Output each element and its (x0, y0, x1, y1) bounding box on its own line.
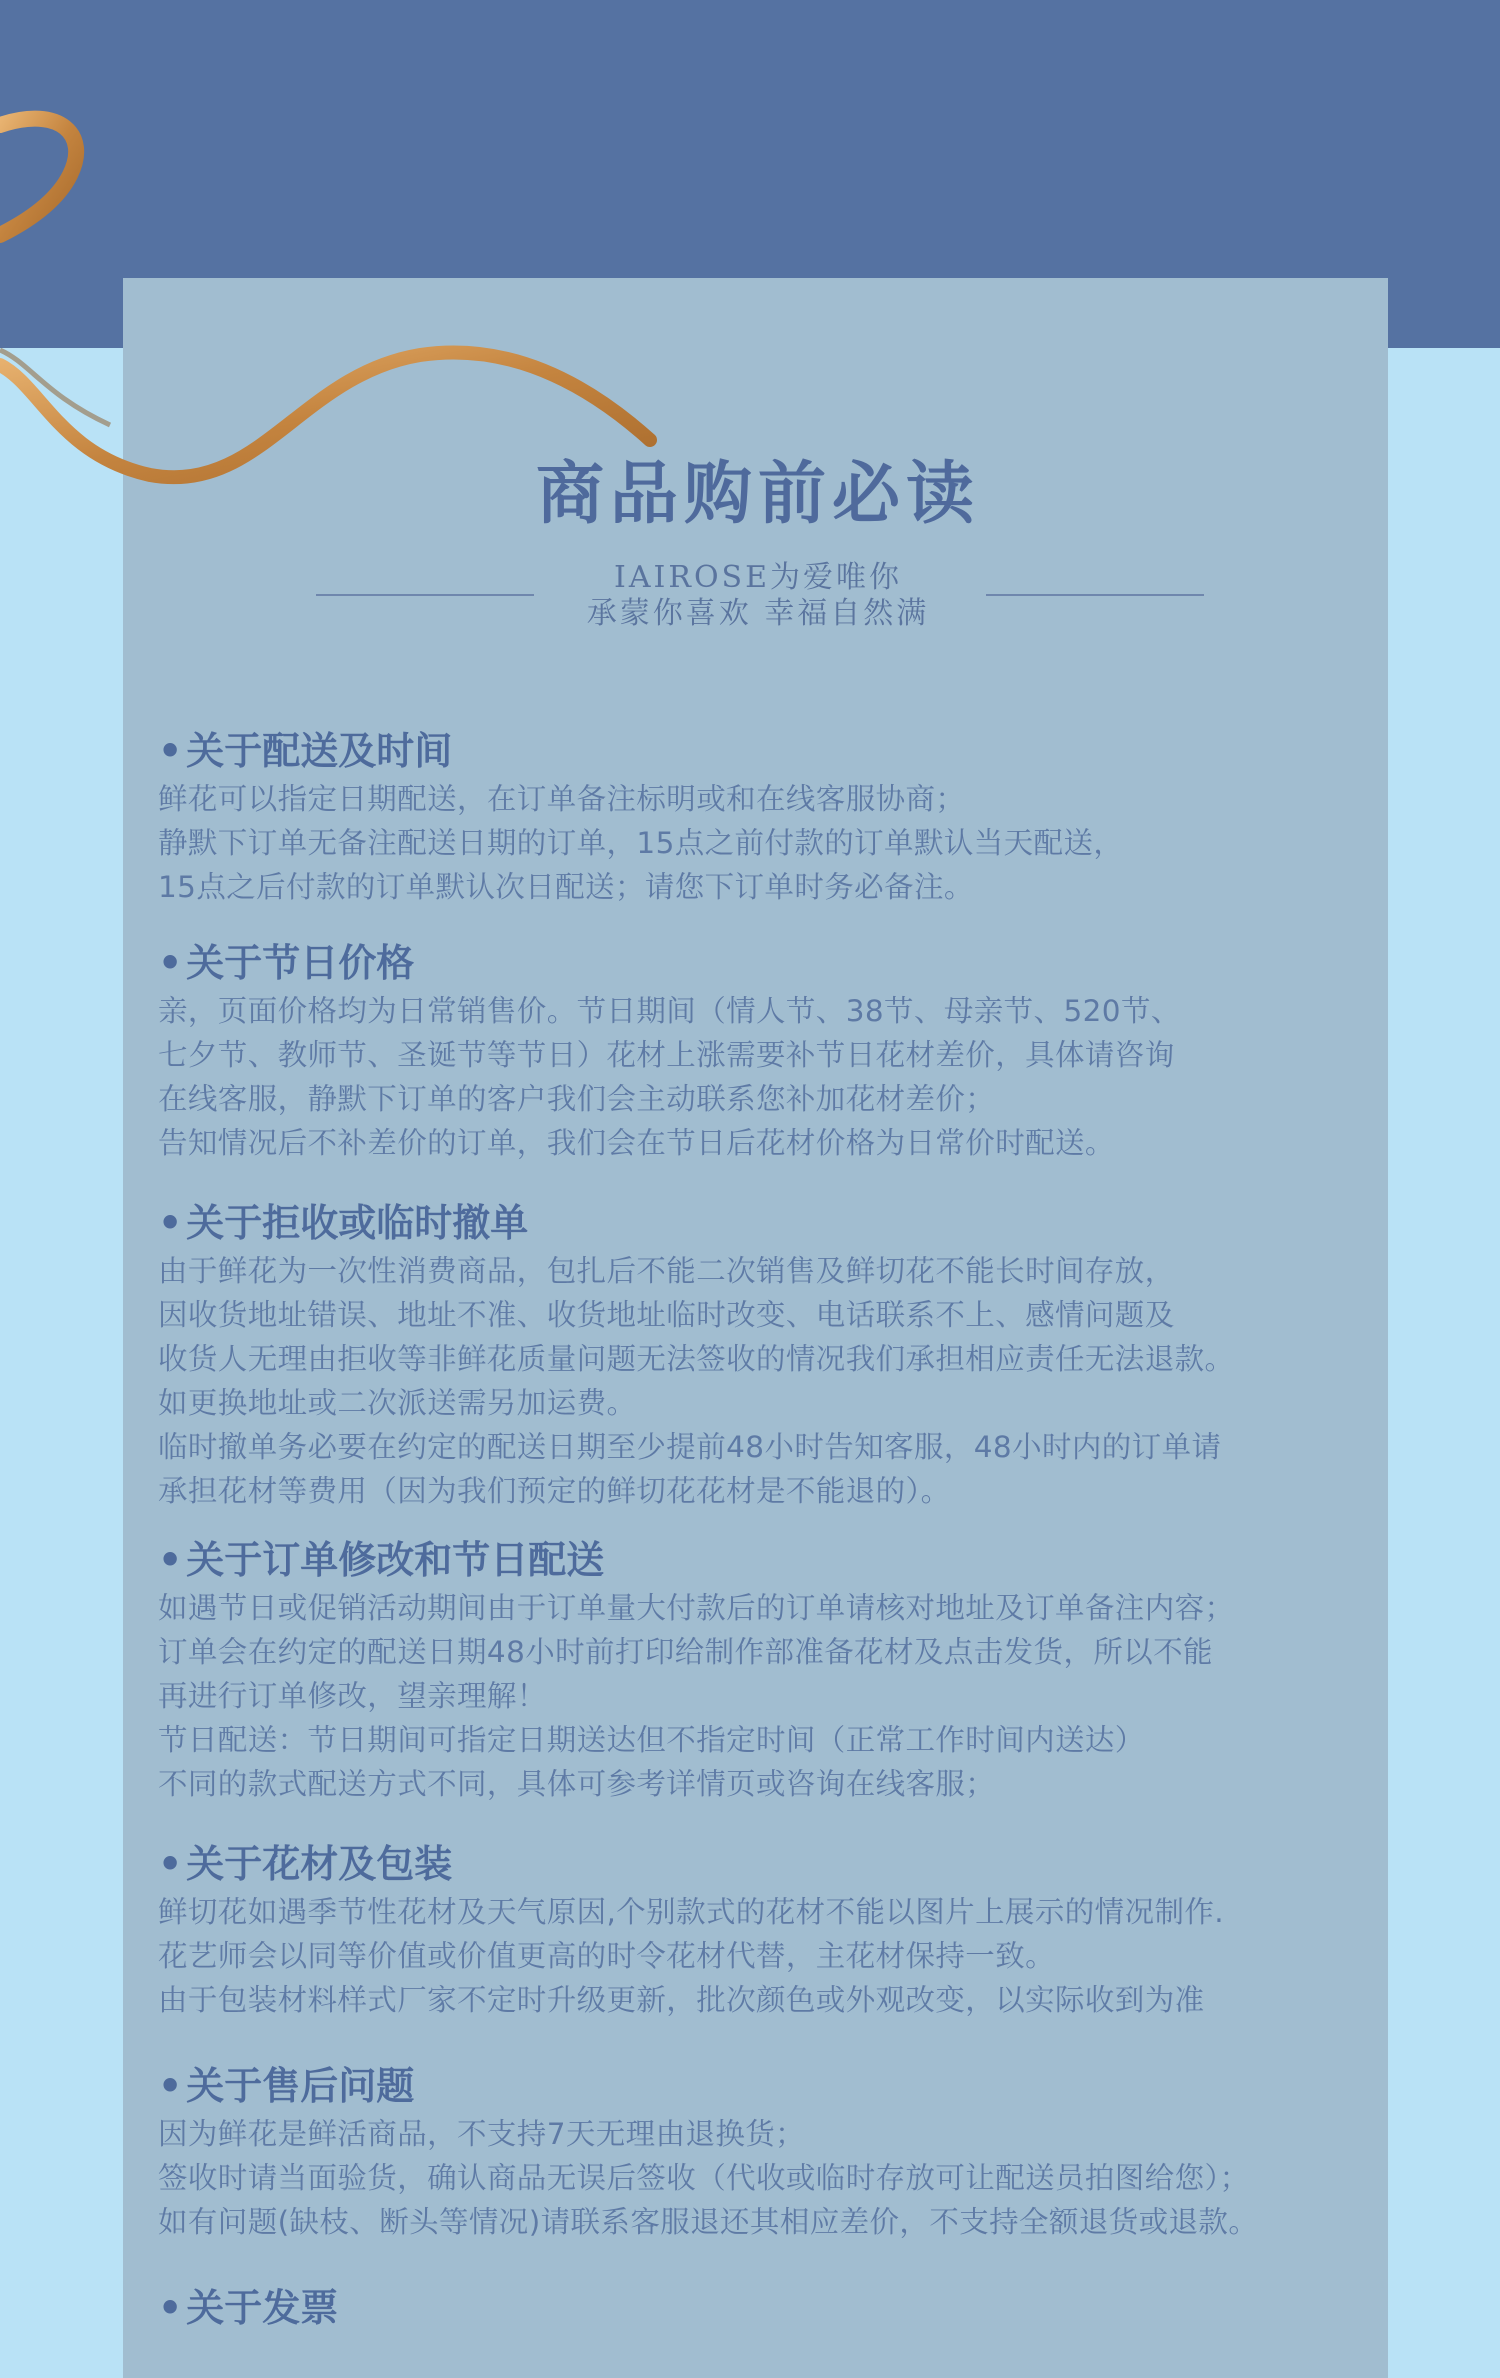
notice-section (158, 2282, 1388, 2334)
notice-section (158, 2060, 1388, 2244)
notice-section (158, 725, 1388, 909)
section-text-line: 收货人无理由拒收等非鲜花质量问题无法签收的情况我们承担相应责任无法退款。 (158, 1342, 1235, 1376)
section-text-line: 在线客服，静默下订单的客户我们会主动联系您补加花材差价； (158, 1082, 996, 1116)
section-heading-text: 关于售后问题 (186, 2064, 415, 2108)
notice-section (158, 1534, 1388, 1806)
section-text-line: 亲，页面价格均为日常销售价。节日期间（情人节、38节、母亲节、520节、 (158, 994, 1181, 1028)
section-heading (158, 2282, 1388, 2334)
section-heading (158, 937, 1388, 989)
section-heading (158, 2060, 1388, 2112)
notice-section (158, 937, 1388, 1165)
section-heading (158, 725, 1388, 777)
page-title: 商品购前必读 (535, 455, 980, 534)
section-heading-text: 关于拒收或临时撤单 (186, 1201, 529, 1245)
section-text-line: 订单会在约定的配送日期48小时前打印给制作部准备花材及点击发货，所以不能 (158, 1635, 1213, 1669)
section-text-line: 鲜花可以指定日期配送，在订单备注标明或和在线客服协商； (158, 782, 966, 816)
bullet-icon: • (158, 1201, 183, 1245)
section-heading-text: 关于订单修改和节日配送 (186, 1538, 605, 1582)
section-text-line: 七夕节、教师节、圣诞节等节日）花材上涨需要补节日花材差价，具体请咨询 (158, 1038, 1175, 1072)
section-text-line: 因收货地址错误、地址不准、收货地址临时改变、电话联系不上、感情问题及 (158, 1298, 1175, 1332)
bullet-icon: • (158, 729, 183, 773)
section-text-line: 签收时请当面验货，确认商品无误后签收（代收或临时存放可让配送员拍图给您）； (158, 2161, 1250, 2195)
notice-section (158, 1838, 1388, 2022)
section-text-line: 由于鲜花为一次性消费商品，包扎后不能二次销售及鲜切花不能长时间存放， (158, 1254, 1175, 1288)
section-text-line: 花艺师会以同等价值或价值更高的时令花材代替，主花材保持一致。 (158, 1939, 1056, 1973)
section-heading-text: 关于节日价格 (186, 941, 415, 985)
section-heading (158, 1838, 1388, 1890)
slogan-subtitle: 承蒙你喜欢 幸福自然满 (586, 596, 930, 631)
section-heading-text: 关于配送及时间 (186, 729, 453, 773)
section-text-line: 静默下订单无备注配送日期的订单，15点之前付款的订单默认当天配送， (158, 826, 1124, 860)
section-text-line: 如遇节日或促销活动期间由于订单量大付款后的订单请核对地址及订单备注内容； (158, 1591, 1235, 1625)
bullet-icon: • (158, 1842, 183, 1886)
bullet-icon: • (158, 941, 183, 985)
bullet-icon: • (158, 1538, 183, 1582)
section-heading-text: 关于发票 (186, 2286, 339, 2330)
section-text-line: 由于包装材料样式厂家不定时升级更新，批次颜色或外观改变，以实际收到为准 (158, 1983, 1205, 2017)
section-heading (158, 1534, 1388, 1586)
section-text-line: 不同的款式配送方式不同，具体可参考详情页或咨询在线客服； (158, 1767, 996, 1801)
section-text-line: 节日配送：节日期间可指定日期送达但不指定时间（正常工作时间内送达） (158, 1723, 1145, 1757)
bullet-icon: • (158, 2064, 183, 2108)
section-text-line: 鲜切花如遇季节性花材及天气原因,个别款式的花材不能以图片上展示的情况制作. (158, 1895, 1225, 1929)
section-heading (158, 1197, 1388, 1249)
section-text-line: 再进行订单修改，望亲理解！ (158, 1679, 547, 1713)
section-text-line: 因为鲜花是鲜活商品，不支持7天无理由退换货； (158, 2117, 806, 2151)
notice-section (158, 1197, 1388, 1513)
section-text-line: 临时撤单务必要在约定的配送日期至少提前48小时告知客服，48小时内的订单请 (158, 1430, 1222, 1464)
section-text-line: 15点之后付款的订单默认次日配送；请您下订单时务必备注。 (158, 870, 974, 904)
bullet-icon: • (158, 2286, 183, 2330)
brand-subtitle: IAIROSE为爱唯你 (614, 560, 902, 595)
section-text-line: 如有问题(缺枝、断头等情况)请联系客服退还其相应差价，不支持全额退货或退款。 (158, 2205, 1259, 2239)
section-text-line: 承担花材等费用（因为我们预定的鲜切花花材是不能退的）。 (158, 1474, 951, 1508)
section-text-line: 告知情况后不补差价的订单，我们会在节日后花材价格为日常价时配送。 (158, 1126, 1115, 1160)
section-heading-text: 关于花材及包装 (186, 1842, 453, 1886)
section-text-line: 如更换地址或二次派送需另加运费。 (158, 1386, 637, 1420)
